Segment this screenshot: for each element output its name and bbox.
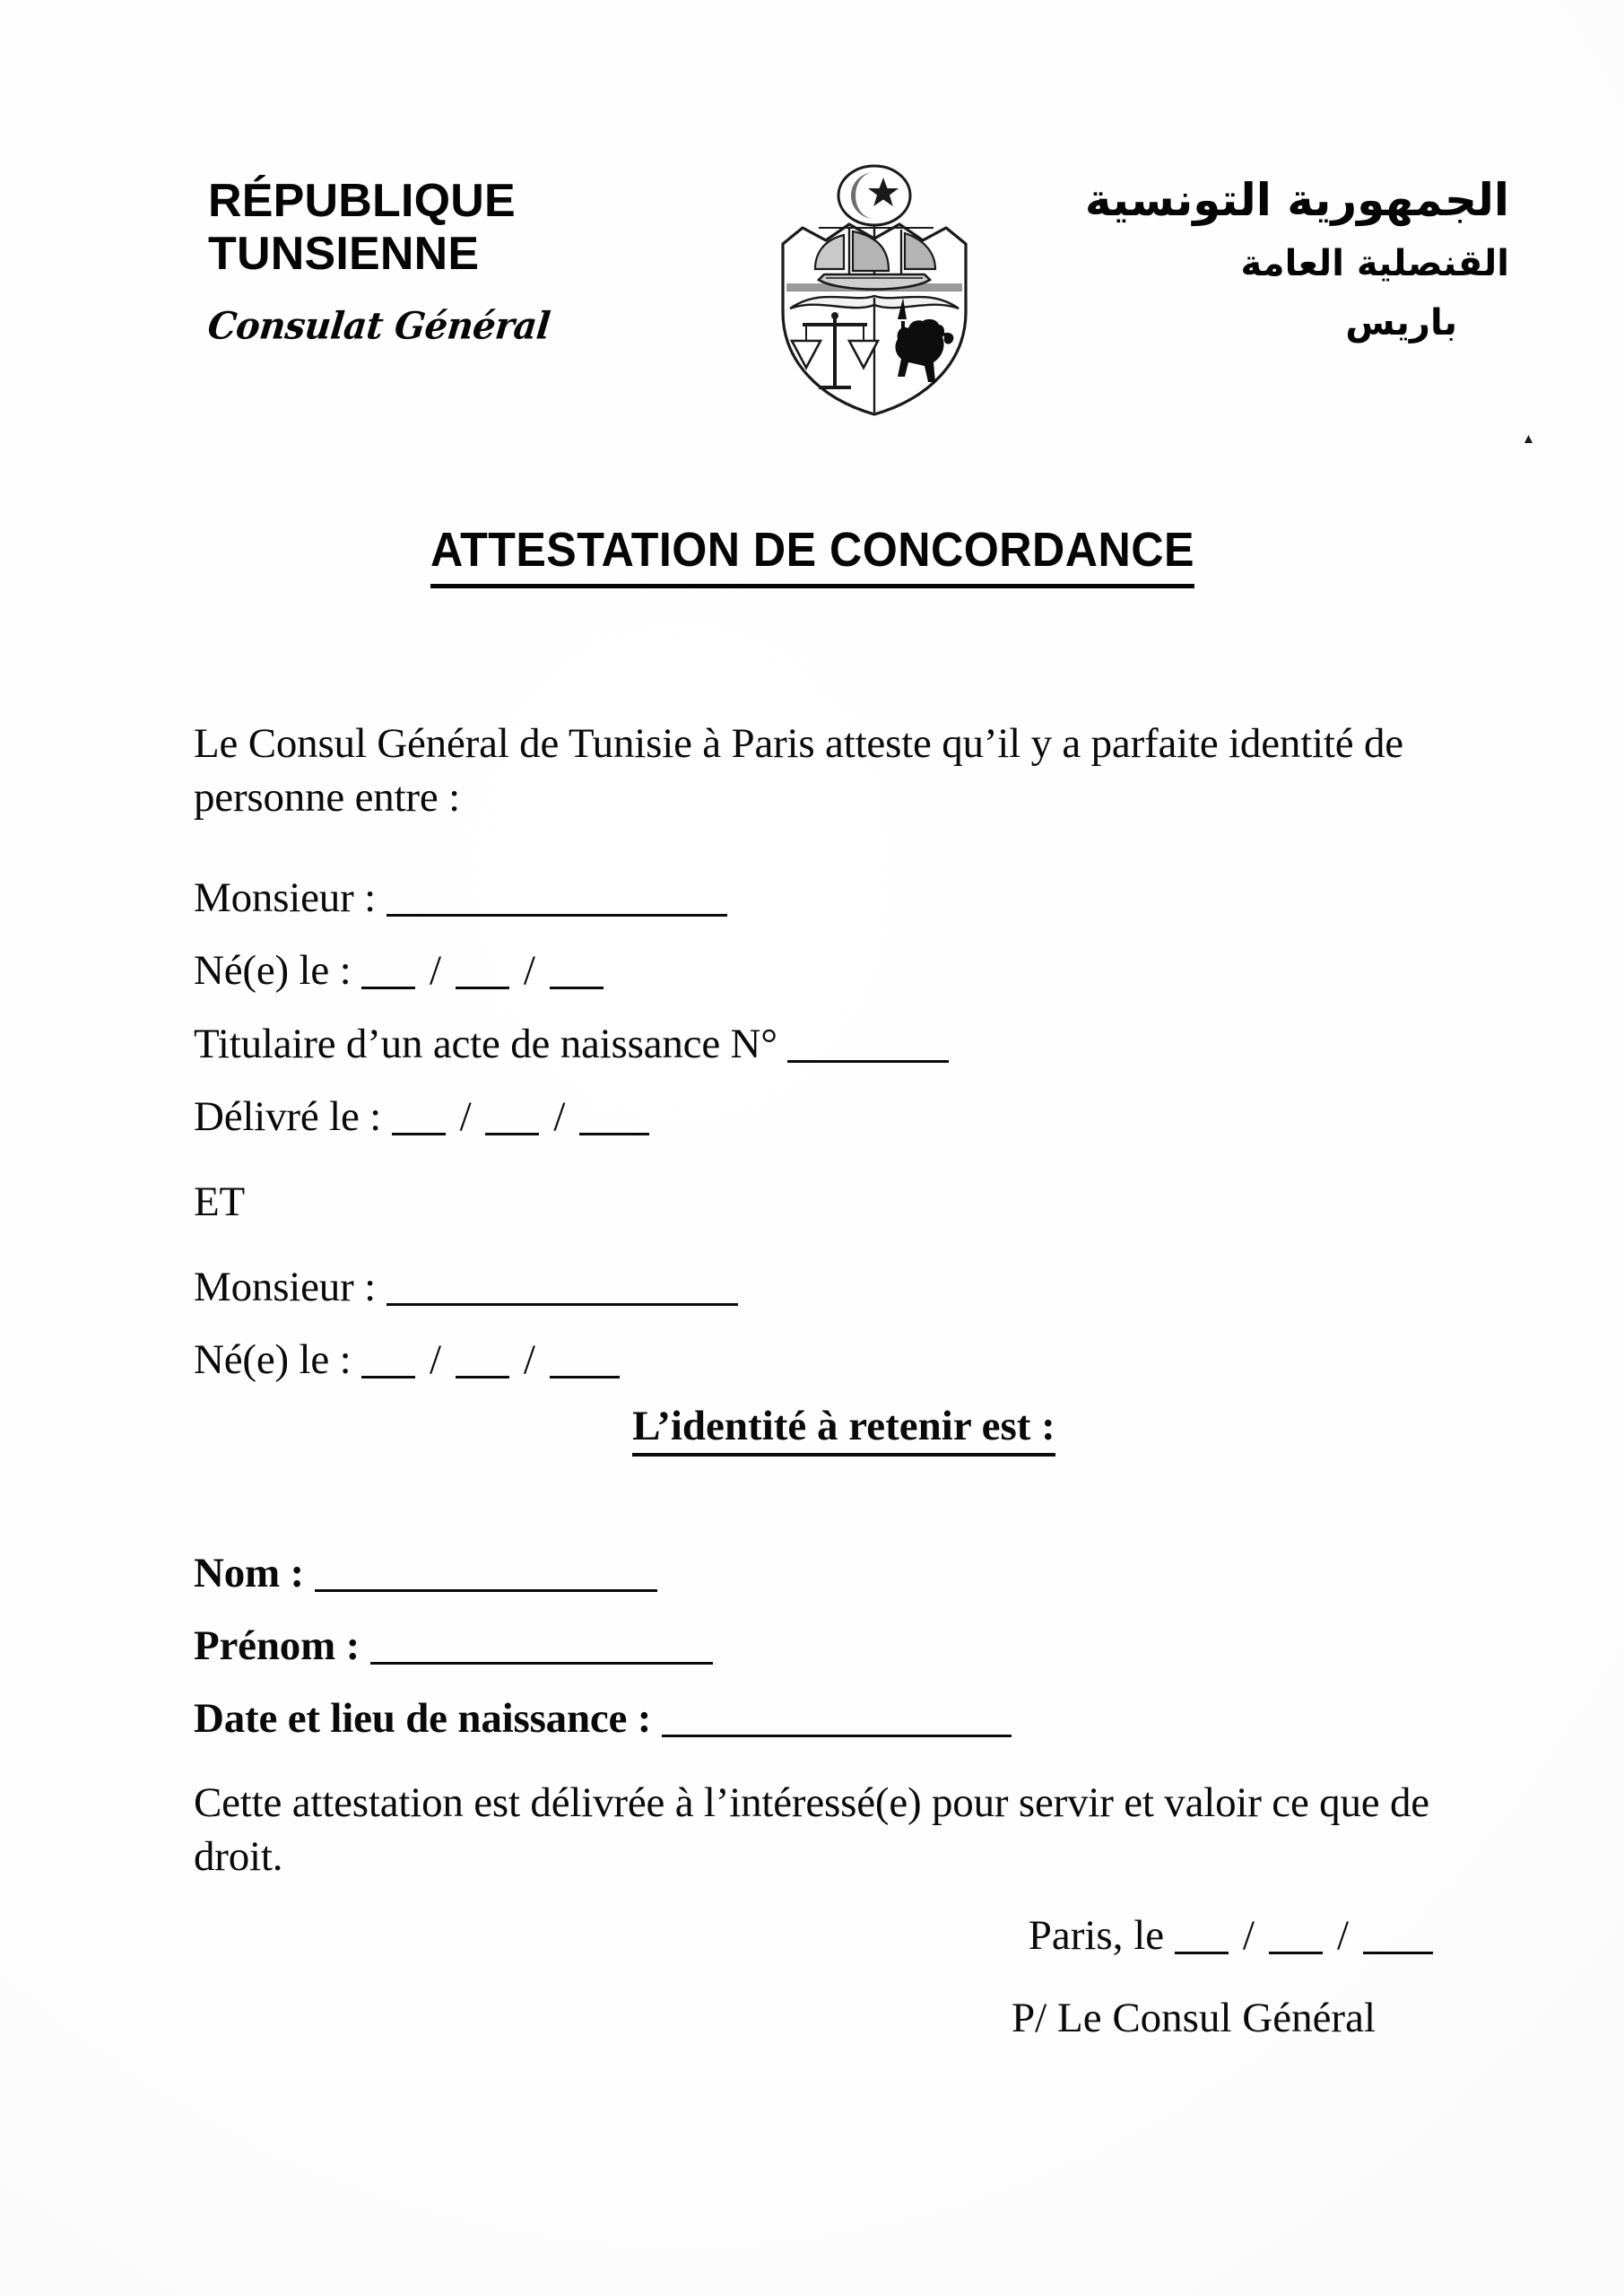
person1-birth-month-blank[interactable]	[456, 987, 509, 989]
person1-delivre-day-blank[interactable]	[392, 1133, 446, 1135]
place-date-row	[194, 1909, 1476, 1962]
identity-nom-label: Nom :	[194, 1550, 315, 1597]
page-title-text: ATTESTATION DE CONCORDANCE	[430, 522, 1194, 588]
identity-prenom-row	[194, 1619, 1467, 1674]
person2-name-blank[interactable]	[386, 1303, 738, 1306]
stray-ink-mark	[1524, 435, 1533, 443]
identity-date-lieu-label: Date et lieu de naissance :	[194, 1695, 662, 1743]
identity-date-lieu-row	[194, 1692, 1467, 1746]
sign-year-blank[interactable]	[1363, 1952, 1433, 1954]
person1-acte-number-blank[interactable]	[787, 1060, 949, 1063]
slash-1: /	[430, 947, 441, 995]
slash-8: /	[1336, 1912, 1349, 1959]
person1-birthdate-row	[194, 944, 1467, 998]
person1-delivre-row	[194, 1090, 1467, 1144]
sign-month-blank[interactable]	[1269, 1952, 1323, 1954]
person1-acte-row	[194, 1017, 1467, 1072]
person2-monsieur-row	[194, 1260, 1467, 1315]
identity-nom-row	[194, 1546, 1467, 1601]
identity-heading-text: L’identité à retenir est :	[632, 1403, 1055, 1457]
tunisia-coat-of-arms-icon	[767, 161, 982, 422]
person2-birth-month-blank[interactable]	[456, 1376, 509, 1378]
connector-et: ET	[194, 1178, 246, 1225]
person1-delivre-year-blank[interactable]	[579, 1133, 649, 1135]
person1-delivre-month-blank[interactable]	[485, 1133, 539, 1135]
consulat-general-script: Consulat Général	[205, 303, 552, 348]
identity-prenom-label: Prénom :	[194, 1622, 370, 1670]
person2-monsieur-label: Monsieur :	[194, 1263, 386, 1310]
person1-delivre-label: Délivré le :	[194, 1092, 392, 1140]
header-left-block	[205, 175, 674, 348]
person1-birth-day-blank[interactable]	[361, 987, 415, 989]
person2-birth-day-blank[interactable]	[361, 1376, 415, 1378]
arabic-republic-line: الجمهورية التونسية	[1084, 174, 1509, 226]
document-body	[194, 718, 1467, 1884]
person2-ne-label: Né(e) le :	[194, 1335, 361, 1383]
person2-birthdate-row	[194, 1333, 1467, 1387]
republic-line-2: TUNSIENNE	[208, 228, 480, 281]
identity-block	[194, 1546, 1467, 1746]
slash-3: /	[459, 1092, 472, 1140]
identity-prenom-blank[interactable]	[370, 1662, 713, 1665]
republic-line-1: RÉPUBLIQUE	[208, 175, 516, 227]
identity-heading	[194, 1405, 1467, 1448]
person1-ne-label: Né(e) le :	[194, 947, 361, 995]
place-label: Paris, le	[1028, 1912, 1175, 1959]
slash-2: /	[523, 947, 535, 995]
person1-monsieur-row	[194, 871, 1467, 926]
slash-7: /	[1242, 1912, 1255, 1959]
identity-nom-blank[interactable]	[315, 1589, 657, 1592]
person1-birth-year-blank[interactable]	[550, 987, 604, 989]
intro-paragraph: Le Consul Général de Tunisie à Paris atteste qu’il y a parfaite identité de personne entre :	[194, 720, 1403, 821]
sign-day-blank[interactable]	[1175, 1952, 1229, 1954]
closing-paragraph: Cette attestation est délivrée à l’intéressé(e) pour servir et valoir ce que de droit.	[194, 1779, 1429, 1880]
document-footer	[194, 1909, 1476, 2045]
header-arabic-block	[953, 173, 1509, 345]
person1-titulaire-label: Titulaire d’un acte de naissance N°	[194, 1020, 788, 1067]
slash-4: /	[553, 1092, 566, 1140]
person1-monsieur-label: Monsieur :	[194, 874, 386, 922]
person1-name-blank[interactable]	[386, 914, 727, 917]
arabic-city-line: باريس	[1345, 302, 1457, 344]
signatory-line: P/ Le Consul Général	[1012, 1995, 1376, 2042]
document-header	[0, 175, 1624, 462]
slash-6: /	[523, 1335, 535, 1383]
arabic-consulate-line: القنصلية العامة	[1240, 243, 1509, 284]
person2-birth-year-blank[interactable]	[550, 1376, 620, 1378]
page-title	[0, 522, 1624, 588]
identity-date-lieu-blank[interactable]	[662, 1735, 1012, 1737]
slash-5: /	[430, 1335, 441, 1383]
